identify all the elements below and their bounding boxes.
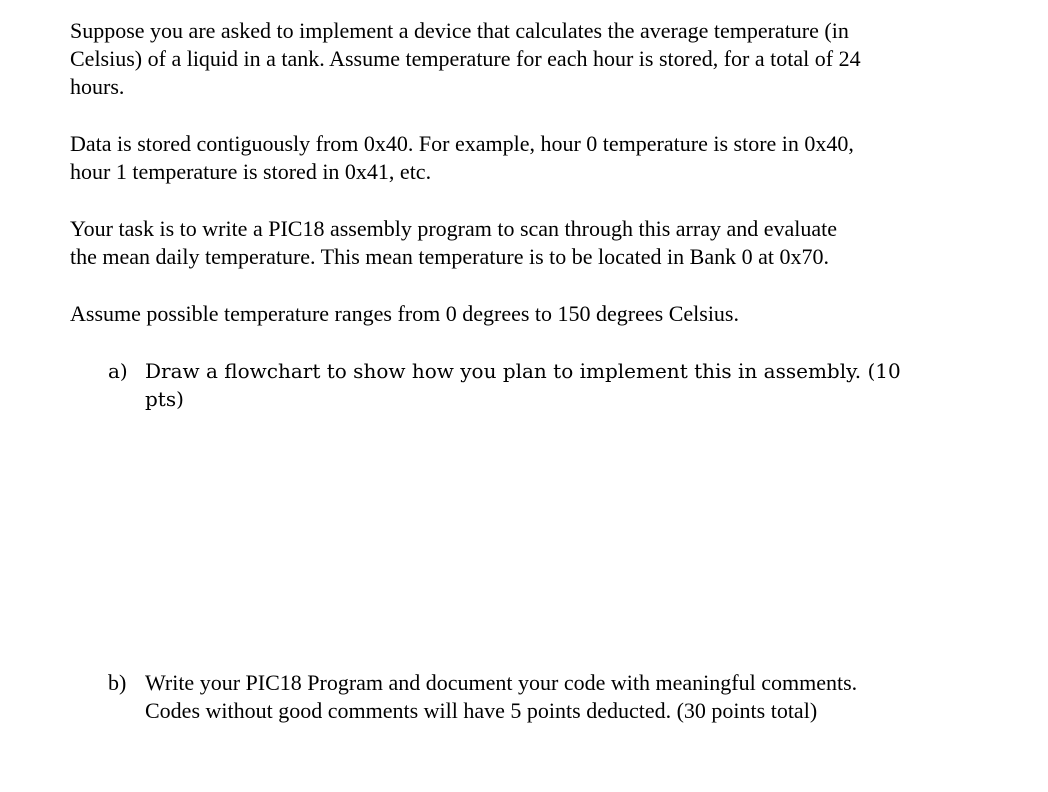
text-line: hour 1 temperature is stored in 0x41, etc. <box>70 159 432 184</box>
text-line: Suppose you are asked to implement a device that calculates the average temperature (in <box>70 18 849 43</box>
range-paragraph <box>70 300 970 328</box>
question-a <box>108 357 988 417</box>
task-paragraph <box>70 215 970 271</box>
question-text <box>145 669 857 725</box>
question-marker: b) <box>108 670 127 695</box>
text-line: Your task is to write a PIC18 assembly program to scan through this array and evaluate <box>70 216 838 241</box>
intro-paragraph <box>70 17 970 101</box>
text-line: Data is stored contiguously from 0x40. For example, hour 0 temperature is store in 0x40, <box>70 131 854 156</box>
text-line: Assume possible temperature ranges from 0 degrees to 150 degrees Celsius. <box>70 301 739 326</box>
question-text <box>145 357 901 413</box>
text-line: Codes without good comments will have 5 points deducted. (30 points total) <box>145 698 818 723</box>
data-storage-paragraph <box>70 130 970 186</box>
text-line: Draw a flowchart to show how you plan to implement this in assembly. (10 <box>145 359 901 383</box>
question-marker: a) <box>108 359 128 383</box>
question-b <box>108 669 988 729</box>
text-line: Celsius) of a liquid in a tank. Assume temperature for each hour is stored, for a total of 24 <box>70 46 861 71</box>
text-line: the mean daily temperature. This mean temperature is to be located in Bank 0 at 0x70. <box>70 244 829 269</box>
text-line: hours. <box>70 74 125 99</box>
text-line: pts) <box>145 387 184 411</box>
text-line: Write your PIC18 Program and document your code with meaningful comments. <box>145 670 858 695</box>
